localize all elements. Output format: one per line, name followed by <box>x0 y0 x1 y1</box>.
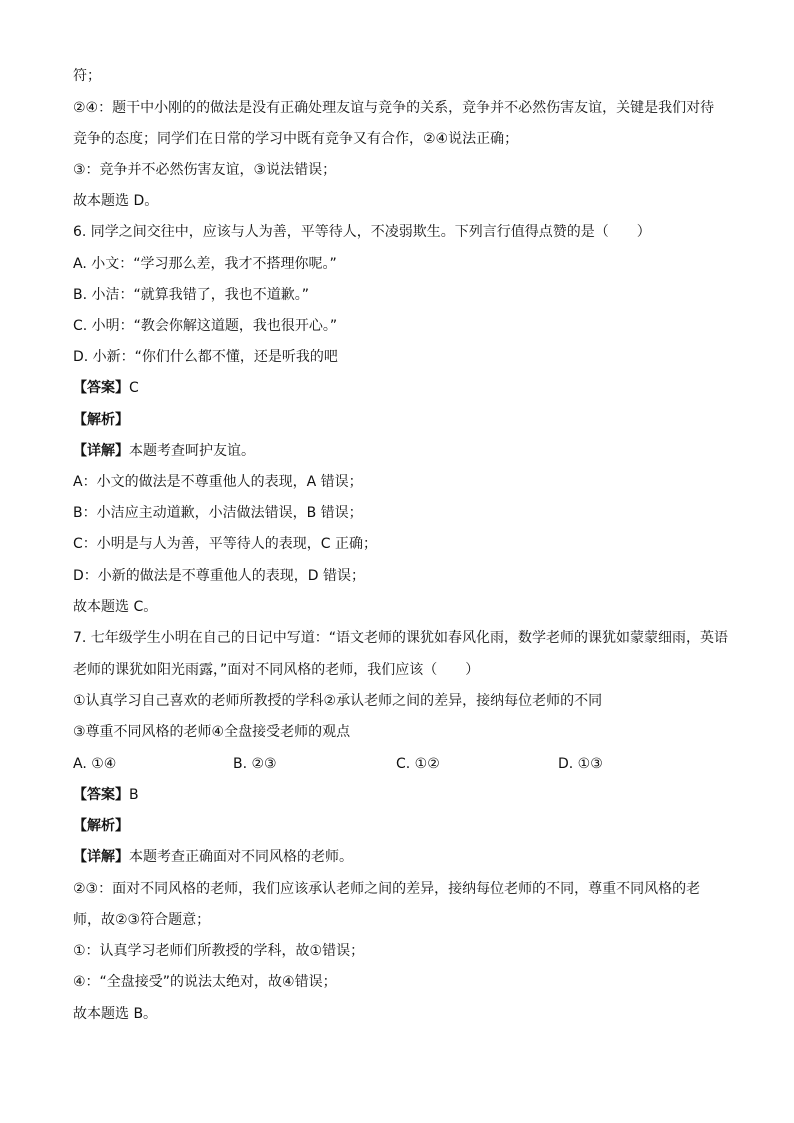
text-line: ②④：题干中小刚的的做法是没有正确处理友谊与竞争的关系，竞争并不必然伤害友谊，关键是我们对待 <box>73 100 715 116</box>
text-line: 师，故②③符合题意； <box>73 912 211 928</box>
text-line: ②③：面对不同风格的老师，我们应该承认老师之间的差异，接纳每位老师的不同，尊重不同风格的老 <box>73 881 701 897</box>
answer-tag: 【答案】 <box>73 380 129 396</box>
answer-value: C <box>129 380 139 396</box>
statement-line: ③尊重不同风格的老师④全盘接受老师的观点 <box>73 724 351 740</box>
text-line: 故本题选 C。 <box>73 599 158 615</box>
detail-text: 本题考查呵护友谊。 <box>129 443 255 459</box>
question-7: 7. 七年级学生小明在自己的日记中写道：“语文老师的课犹如春风化雨，数学老师的课犹如蒙蒙细雨，英语 <box>73 630 729 646</box>
detail-tag: 【详解】 <box>73 443 129 459</box>
detail-line <box>73 441 255 461</box>
detail-tag: 【详解】 <box>73 849 129 865</box>
q7-option-a: A. ①④ <box>73 756 117 772</box>
question-7-cont: 老师的课犹如阳光雨露，”面对不同风格的老师，我们应该（ ） <box>73 662 480 678</box>
text-line: 竞争的态度；同学们在日常的学习中既有竞争又有合作，②④说法正确； <box>73 131 519 147</box>
answer-tag: 【答案】 <box>73 787 129 803</box>
text-line: 故本题选 B。 <box>73 1006 158 1022</box>
answer-value: B <box>129 787 139 803</box>
answer-line <box>73 378 139 398</box>
detail-line <box>73 847 353 867</box>
question-6: 6. 同学之间交往中，应该与人为善，平等待人，不凌弱欺生。下列言行值得点赞的是（ ） <box>73 224 651 240</box>
text-line: ④：“全盘接受”的说法太绝对，故④错误； <box>73 974 337 990</box>
text-line: 符； <box>73 68 101 84</box>
text-line: ①：认真学习老师们所教授的学科，故①错误； <box>73 943 365 959</box>
option-c: C. 小明：“教会你解这道题，我也很开心。” <box>73 318 338 334</box>
text-line: D：小新的做法是不尊重他人的表现，D 错误； <box>73 568 366 584</box>
text-line: B：小洁应主动道歉，小洁做法错误，B 错误； <box>73 505 363 521</box>
q7-option-c: C. ①② <box>396 756 440 772</box>
analysis-line <box>73 410 129 430</box>
analysis-tag: 【解析】 <box>73 818 129 834</box>
text-line: ③：竞争并不必然伤害友谊，③说法错误； <box>73 162 337 178</box>
text-line: 故本题选 D。 <box>73 193 159 209</box>
analysis-tag: 【解析】 <box>73 412 129 428</box>
detail-text: 本题考查正确面对不同风格的老师。 <box>129 849 353 865</box>
answer-line <box>73 785 139 805</box>
analysis-line <box>73 816 129 836</box>
text-line: C：小明是与人为善，平等待人的表现，C 正确； <box>73 536 377 552</box>
option-a: A. 小文：“学习那么差，我才不搭理你呢。” <box>73 256 337 272</box>
statement-line: ①认真学习自己喜欢的老师所教授的学科②承认老师之间的差异，接纳每位老师的不同 <box>73 693 603 709</box>
option-b: B. 小洁：“就算我错了，我也不道歉。” <box>73 287 310 303</box>
option-d: D. 小新：“你们什么都不懂，还是听我的吧 <box>73 349 338 365</box>
text-line: A：小文的做法是不尊重他人的表现，A 错误； <box>73 474 363 490</box>
q7-option-b: B. ②③ <box>233 756 277 772</box>
q7-option-d: D. ①③ <box>558 756 603 772</box>
